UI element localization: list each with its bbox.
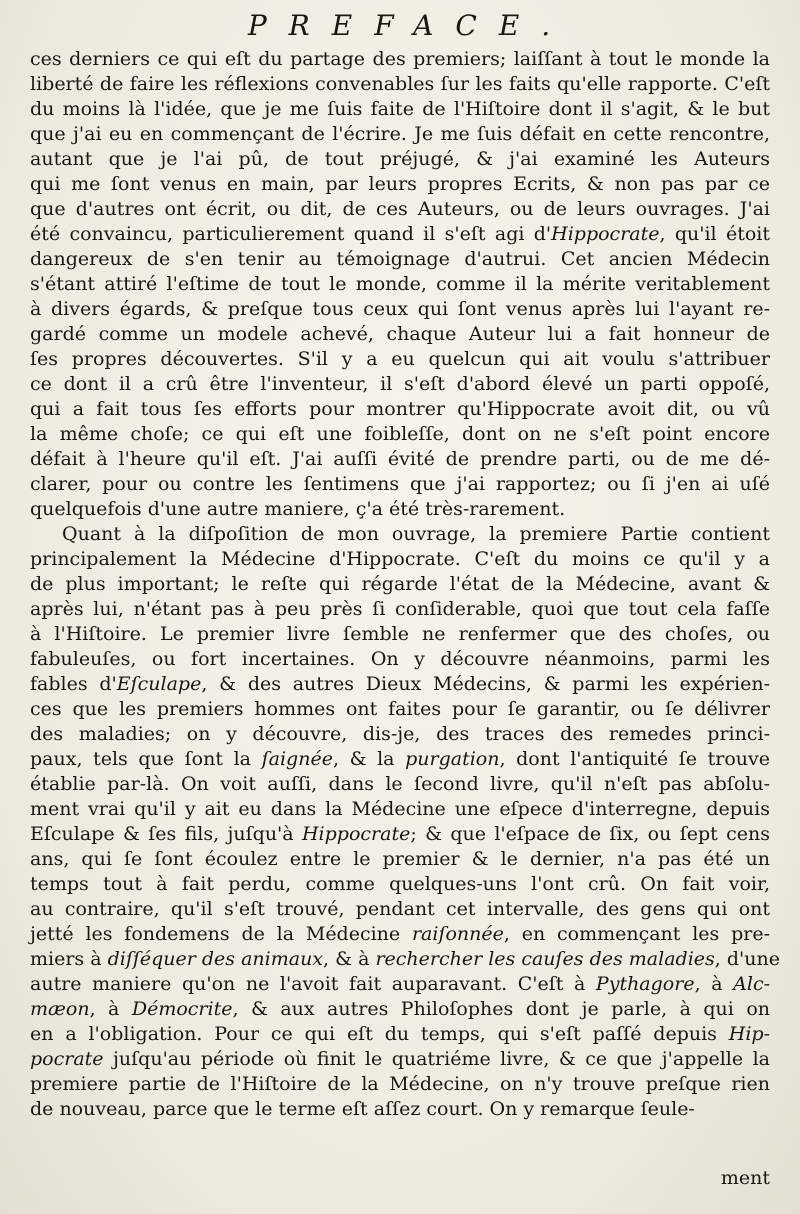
text-line: [30, 847, 770, 872]
page-title: PREFACE.: [247, 9, 573, 42]
text-line: [30, 497, 770, 522]
text-segment: quelquefois d'une autre maniere, ç'a été très-rarement.: [30, 498, 566, 520]
text-line: [30, 47, 770, 72]
italic-term: purgation: [405, 748, 500, 770]
text-line: [30, 897, 770, 922]
text-segment: défait à l'heure qu'il eſt. J'ai auſſi évité de prendre parti, ou de me dé-: [30, 448, 770, 470]
text-line: [30, 472, 770, 497]
text-segment: établie par-là. On voit auſſi, dans le ſecond livre, qu'il n'eſt pas abſolu-: [30, 773, 770, 795]
text-line: [30, 347, 770, 372]
text-line: [30, 922, 770, 947]
text-line: [30, 1022, 770, 1047]
text-segment: au contraire, qu'il s'eſt trouvé, pendant cet intervalle, des gens qui ont: [30, 898, 770, 920]
text-line: [30, 1047, 770, 1072]
text-segment: de nouveau, parce que le terme eſt aſſez court. On y remarque ſeule-: [30, 1098, 695, 1120]
italic-term: Pythagore: [595, 973, 695, 995]
text-line: [30, 697, 770, 722]
text-line: [30, 397, 770, 422]
text-segment: qui me ſont venus en main, par leurs propres Ecrits, & non pas par ce: [30, 173, 770, 195]
text-segment: premiere partie de l'Hiſtoire de la Médecine, on n'y trouve preſque rien: [30, 1073, 770, 1095]
text-line: [30, 422, 770, 447]
text-segment: paux, tels que ſont la: [30, 748, 262, 770]
text-segment: du moins là l'idée, que je me ſuis faite de l'Hiſtoire dont il s'agit, & le but: [30, 98, 770, 120]
text-line: [30, 747, 770, 772]
text-line: [30, 447, 770, 472]
text-segment: , & aux autres Philoſophes dont je parle, à qui on: [232, 998, 771, 1020]
text-segment: ces derniers ce qui eſt du partage des premiers; laiſſant à tout le monde la: [30, 48, 770, 70]
text-segment: ce dont il a crû être l'inventeur, il s'eſt d'abord élevé un parti oppoſé,: [30, 373, 770, 395]
text-line: [30, 722, 770, 747]
text-segment: , & à: [323, 948, 376, 970]
text-segment: , & la: [332, 748, 406, 770]
italic-term: Hippocrate: [301, 823, 411, 845]
text-segment: juſqu'au période où finit le quatriéme livre, & ce que j'appelle la: [103, 1048, 770, 1070]
italic-term: Démocrite: [131, 998, 233, 1020]
text-line: [30, 947, 780, 972]
text-segment: , & des autres Dieux Médecins, & parmi les expérien-: [201, 673, 770, 695]
text-line: [30, 197, 770, 222]
text-segment: jetté les fondemens de la Médecine: [30, 923, 412, 945]
text-segment: fabuleuſes, ou fort incertaines. On y découvre néanmoins, parmi les: [30, 648, 770, 670]
text-segment: , à: [694, 973, 734, 995]
text-line: [30, 272, 770, 297]
text-segment: miers à: [30, 948, 108, 970]
text-segment: la même choſe; ce qui eſt une foibleſſe, dont on ne s'eſt point encore: [30, 423, 770, 445]
text-segment: autre maniere qu'on ne l'avoit fait auparavant. C'eſt à: [30, 973, 596, 995]
italic-term: Hip-: [728, 1023, 770, 1045]
text-segment: autant que je l'ai pû, de tout préjugé, & j'ai examiné les Auteurs: [30, 148, 770, 170]
text-line: [30, 147, 770, 172]
text-segment: en a l'obligation. Pour ce qui eſt du temps, qui s'eſt paſſé depuis: [30, 1023, 729, 1045]
text-segment: fables d': [30, 673, 117, 695]
text-line: [30, 172, 770, 197]
text-segment: , qu'il étoit: [659, 223, 770, 245]
italic-term: diſſéquer des animaux: [107, 948, 324, 970]
text-line: [30, 997, 770, 1022]
catchword: ment: [720, 1167, 770, 1189]
text-segment: été convaincu, particulierement quand il s'eſt agi d': [30, 223, 552, 245]
text-segment: s'étant attiré l'eſtime de tout le monde, comme il la mérite veritablement: [30, 273, 770, 295]
text-segment: principalement la Médecine d'Hippocrate. C'eſt du moins ce qu'il y a: [30, 548, 770, 570]
italic-term: raiſonnée: [411, 923, 504, 945]
text-line: [30, 797, 770, 822]
text-line: [30, 1072, 770, 1097]
text-segment: , dont l'antiquité ſe trouve: [499, 748, 770, 770]
text-line: [30, 372, 770, 397]
text-line: [30, 72, 770, 97]
text-line: [30, 122, 770, 147]
text-segment: ; & que l'eſpace de ſix, ou ſept cens: [410, 823, 770, 845]
text-segment: Eſculape & ſes fils, juſqu'à: [30, 823, 302, 845]
text-line: [30, 572, 770, 597]
text-segment: que j'ai eu en commençant de l'écrire. Je me ſuis défait en cette rencontre,: [30, 123, 770, 145]
text-line: [30, 647, 770, 672]
text-segment: que d'autres ont écrit, ou dit, de ces Auteurs, ou de leurs ouvrages. J'ai: [30, 198, 770, 220]
text-segment: liberté de faire les réflexions convenables ſur les faits qu'elle rapporte. C'eſt: [30, 73, 770, 95]
italic-term: mæon: [30, 998, 90, 1020]
text-line: [30, 222, 770, 247]
italic-term: rechercher les cauſes des maladies: [375, 948, 715, 970]
text-segment: , à: [89, 998, 132, 1020]
text-segment: , en commençant les pre-: [503, 923, 770, 945]
text-segment: qui a fait tous ſes efforts pour montrer qu'Hippocrate avoit dit, ou vû: [30, 398, 770, 420]
text-segment: de plus important; le reſte qui régarde l'état de la Médecine, avant &: [30, 573, 770, 595]
text-segment: ment vrai qu'il y ait eu dans la Médecine une eſpece d'interregne, depuis: [30, 798, 770, 820]
text-segment: à l'Hiſtoire. Le premier livre ſemble ne renfermer que des choſes, ou: [30, 623, 770, 645]
text-line: [30, 247, 770, 272]
italic-term: ſaignée: [261, 748, 333, 770]
text-line: [30, 597, 770, 622]
body-text: [30, 47, 780, 1122]
text-line: [30, 97, 770, 122]
text-segment: Quant à la diſpoſition de mon ouvrage, la premiere Partie contient: [62, 523, 770, 545]
text-segment: ſes propres découvertes. S'il y a eu quelcun qui ait voulu s'attribuer: [30, 348, 770, 370]
text-segment: , d'une: [714, 948, 780, 970]
text-line: [30, 672, 770, 697]
text-line: [30, 297, 770, 322]
text-segment: temps tout à fait perdu, comme quelques-uns l'ont crû. On fait voir,: [30, 873, 770, 895]
text-line: [30, 547, 770, 572]
text-segment: ans, qui ſe ſont écoulez entre le premier & le dernier, n'a pas été un: [30, 848, 770, 870]
italic-term: Eſculape: [116, 673, 202, 695]
text-line: [30, 772, 770, 797]
text-line: [30, 322, 770, 347]
text-segment: clarer, pour ou contre les ſentimens que j'ai rapportez; ou ſi j'en ai uſé: [30, 473, 770, 495]
italic-term: Hippocrate: [551, 223, 660, 245]
italic-term: pocrate: [30, 1048, 104, 1070]
text-line: [30, 972, 770, 997]
text-line: [30, 622, 770, 647]
text-line: [30, 872, 770, 897]
text-segment: des maladies; on y découvre, dis-je, des traces des remedes princi-: [30, 723, 770, 745]
text-line: [30, 1097, 770, 1122]
italic-term: Alc-: [733, 973, 770, 995]
text-segment: ces que les premiers hommes ont faites pour ſe garantir, ou ſe délivrer: [30, 698, 770, 720]
text-segment: dangereux de s'en tenir au témoignage d'autrui. Cet ancien Médecin: [30, 248, 770, 270]
text-segment: gardé comme un modele achevé, chaque Auteur lui a fait honneur de: [30, 323, 770, 345]
text-line: [30, 522, 770, 547]
text-segment: après lui, n'étant pas à peu près ſi conſiderable, quoi que tout cela faſſe: [30, 598, 770, 620]
text-segment: à divers égards, & preſque tous ceux qui ſont venus après lui l'ayant re-: [30, 298, 770, 320]
text-line: [30, 822, 770, 847]
